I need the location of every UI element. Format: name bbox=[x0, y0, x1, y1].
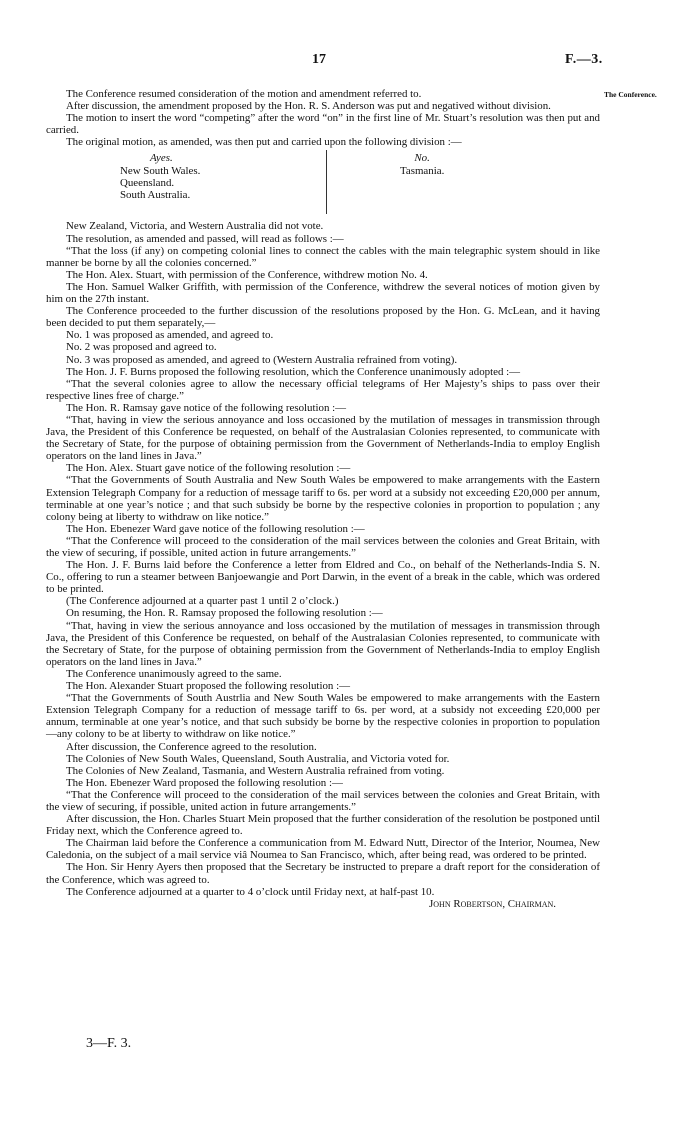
paragraph: “That the Governments of South Australia and New South Wales be empowered to make arrangements with the Eastern Extension Telegraph Company for a reduction of message tariff to 6s. per word at a subsidy not exceeding £20,000 per annum, terminable at one year’s notice ; and that such subsidy be borne by the respective colonies in proportion to population ; any colony being at liberty to withdraw on like notice.” bbox=[46, 474, 600, 523]
paragraph: After discussion, the Hon. Charles Stuart Mein proposed that the further consideration of the resolution be postponed until Friday next, which the Conference agreed to. bbox=[46, 813, 600, 838]
paragraph: New Zealand, Victoria, and Western Australia did not vote. bbox=[66, 220, 324, 233]
paragraph: “That, having in view the serious annoyance and loss occasioned by the mutilation of messages in transmission through Java, the President of this Conference be requested, on behalf of the Australasian Colonies represented, to communicate with the Secretary of State, for the purpose of obtaining permission from the Government of Netherlands-India to employ English operators on the land lines in Java.” bbox=[46, 619, 600, 668]
paragraph: The Conference resumed consideration of the motion and amendment referred to. bbox=[66, 88, 422, 100]
footer-reference: 3—F. 3. bbox=[86, 1036, 132, 1051]
paragraph: The Hon. R. Ramsay gave notice of the following resolution :— bbox=[66, 401, 347, 414]
paragraph: The Conference unanimously agreed to the same. bbox=[66, 667, 282, 680]
paragraph: The Chairman laid before the Conference a communication from M. Edward Nutt, Director of the Interior, Noumea, New Caledonia, on the subject of a mail service viâ Noumea to San Francisco, which, after being read, was ordered to be printed. bbox=[46, 837, 600, 862]
paragraph: The Colonies of New South Wales, Queensland, South Australia, and Victoria voted for. bbox=[66, 752, 450, 765]
paragraph: The Hon. J. F. Burns proposed the following resolution, which the Conference unanimously adopted :— bbox=[66, 365, 521, 378]
ayes-item: Queensland. bbox=[120, 176, 175, 189]
paragraph: After discussion, the Conference agreed to the resolution. bbox=[66, 740, 317, 753]
document-reference: F.—3. bbox=[565, 52, 603, 67]
paragraph: The resolution, as amended and passed, will read as follows :— bbox=[66, 232, 344, 245]
paragraph: “That the Governments of South Austrlia and New South Wales be empowered to make arrangements with the Eastern Extension Telegraph Company for a reduction of message tariff to 6s. per word, at a subsidy not exceeding £20,000 per annum, terminable at one year’s notice, and that such subsidy be borne by the respective colonies in proportion to population—any colony to be at liberty to withdraw on like notice.” bbox=[46, 692, 600, 741]
paragraph: The original motion, as amended, was then put and carried upon the following division :— bbox=[66, 136, 462, 149]
paragraph: “That the loss (if any) on competing colonial lines to connect the cables with the main telegraphic system should in like manner be borne by all the colonies concerned.” bbox=[46, 244, 600, 269]
paragraph: On resuming, the Hon. R. Ramsay proposed the following resolution :— bbox=[66, 607, 383, 620]
paragraph: The Hon. Ebenezer Ward proposed the following resolution :— bbox=[66, 776, 343, 789]
paragraph: The Hon. Alex. Stuart gave notice of the following resolution :— bbox=[66, 462, 351, 475]
no-column bbox=[400, 152, 444, 176]
paragraph: No. 1 was proposed as amended, and agreed to. bbox=[66, 329, 274, 342]
document-body bbox=[46, 88, 600, 910]
ayes-item: South Australia. bbox=[120, 188, 191, 201]
no-heading: No. bbox=[414, 152, 430, 165]
main-paragraphs bbox=[46, 220, 600, 897]
paragraph: The Hon. Alexander Stuart proposed the following resolution :— bbox=[66, 680, 351, 693]
paragraph: No. 2 was proposed and agreed to. bbox=[66, 341, 217, 354]
paragraph: The Colonies of New Zealand, Tasmania, and Western Australia refrained from voting. bbox=[66, 764, 445, 777]
paragraph: The Conference adjourned at a quarter to 4 o’clock until Friday next, at half-past 10. bbox=[66, 885, 435, 898]
paragraph: The Hon. J. F. Burns laid before the Conference a letter from Eldred and Co., on behalf of the Netherlands-India S. N. Co., offering to run a steamer between Banjoewangie and Port Darwin, in the event of a break in the cable, which was ordered to be printed. bbox=[46, 559, 600, 596]
paragraph: The Conference proceeded to the further discussion of the resolutions proposed by the Hon. G. McLean, and it having been decided to put them separately,— bbox=[46, 305, 600, 330]
paragraph: “That the Conference will proceed to the consideration of the mail services between the colonies and Great Britain, with the view of securing, if possible, united action in future arrangements.” bbox=[46, 534, 600, 559]
paragraph: “That the Conference will proceed to the consideration of the mail services between the colonies and Great Britain, with the view of securing, if possible, united action in future arrangements.” bbox=[46, 788, 600, 813]
margin-note: The Conference. bbox=[604, 90, 657, 99]
paragraph: The motion to insert the word “competing” after the word “on” in the first line of Mr. Stuart’s resolution was then put and carried. bbox=[46, 112, 600, 137]
paragraph: The Hon. Ebenezer Ward gave notice of the following resolution :— bbox=[66, 522, 365, 535]
paragraph: “That, having in view the serious annoyance and loss occasioned by the mutilation of messages in transmission through Java, the President of this Conference be requested, on behalf of the Australasian Colonies represented, to communicate with the Secretary of State, for the purpose of obtaining permission from the Government of Netherlands-India to employ English operators on the land lines in Java.” bbox=[46, 413, 600, 463]
paragraph: The Hon. Samuel Walker Griffith, with permission of the Conference, withdrew the several notices of motion given by him on the 27th instant. bbox=[46, 280, 600, 306]
paragraph: The Hon. Alex. Stuart, with permission of the Conference, withdrew motion No. 4. bbox=[66, 268, 428, 281]
paragraph: “That the several colonies agree to allow the necessary official telegrams of Her Majesty’s ships to pass over their respective lines free of charge.” bbox=[46, 377, 600, 402]
chairman-signature: John Robertson, Chairman. bbox=[429, 897, 556, 910]
division-table bbox=[46, 150, 600, 218]
paragraph: The Hon. Sir Henry Ayers then proposed that the Secretary be instructed to prepare a draft report for the consideration of the Conference, which was agreed to. bbox=[46, 861, 600, 886]
page-number: 17 bbox=[312, 52, 326, 67]
paragraph: (The Conference adjourned at a quarter past 1 until 2 o’clock.) bbox=[66, 595, 339, 608]
no-item: Tasmania. bbox=[400, 164, 445, 177]
ayes-heading: Ayes. bbox=[150, 152, 173, 165]
ayes-item: New South Wales. bbox=[120, 164, 201, 177]
division-rule bbox=[326, 150, 327, 214]
paragraph: After discussion, the amendment proposed by the Hon. R. S. Anderson was put and negatived without division. bbox=[66, 100, 551, 113]
paragraph: No. 3 was proposed as amended, and agreed to (Western Australia refrained from voting). bbox=[66, 353, 458, 366]
ayes-column bbox=[120, 152, 200, 200]
